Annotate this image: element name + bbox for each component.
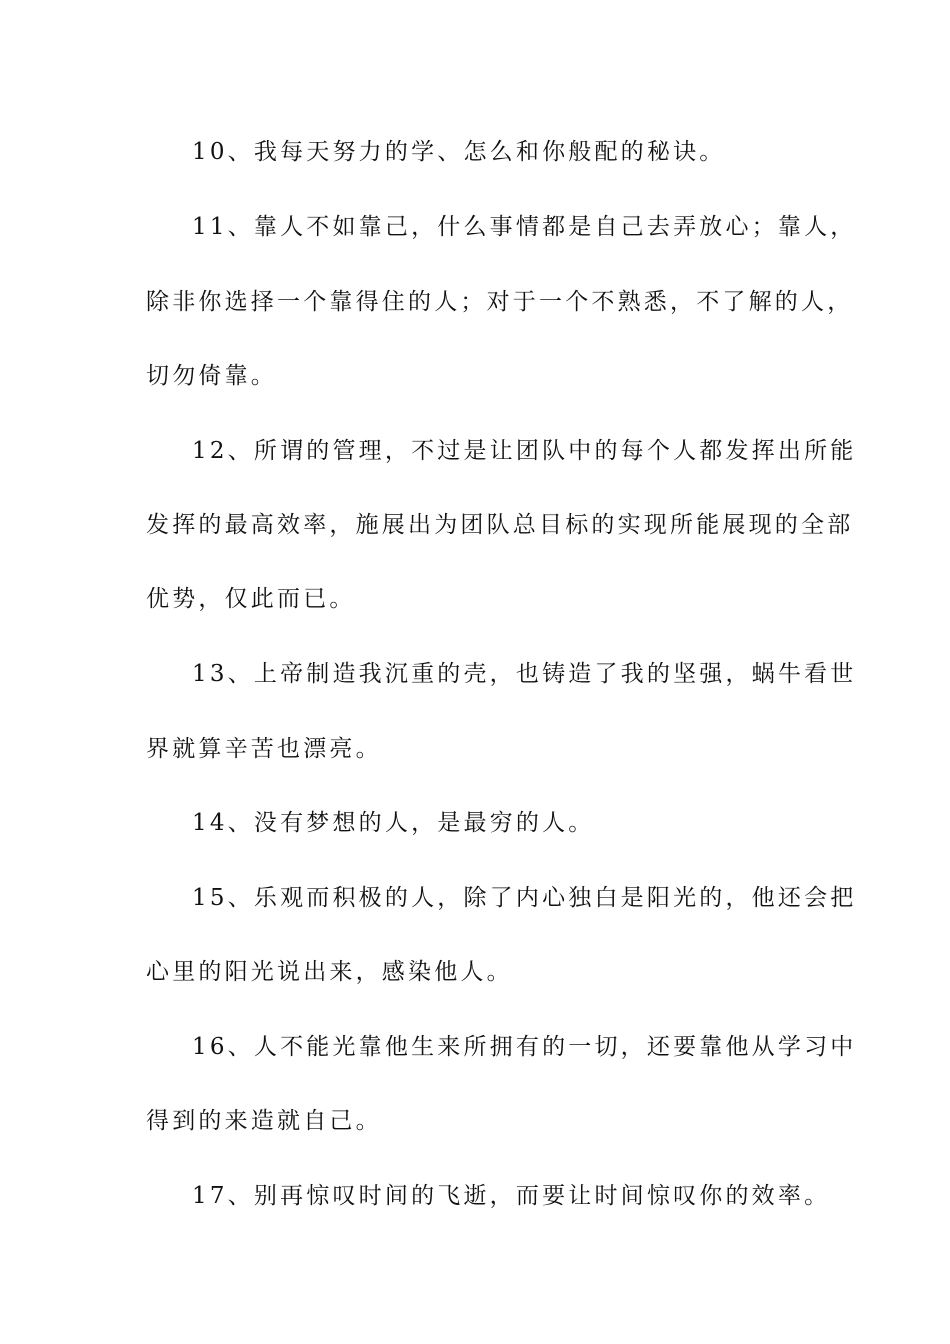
text-line: 除非你选择一个靠得住的人；对于一个不熟悉，不了解的人， bbox=[146, 289, 854, 315]
text-line: 11、靠人不如靠己，什么事情都是自己去弄放心；靠人， bbox=[192, 214, 857, 240]
text-line: 得到的来造就自己。 bbox=[146, 1108, 382, 1134]
text-line: 13、上帝制造我沉重的壳，也铸造了我的坚强，蜗牛看世 bbox=[192, 661, 857, 687]
text-line: 发挥的最高效率，施展出为团队总目标的实现所能展现的全部 bbox=[146, 512, 854, 538]
text-line: 优势，仅此而已。 bbox=[146, 586, 356, 612]
text-line: 16、人不能光靠他生来所拥有的一切，还要靠他从学习中 bbox=[192, 1034, 857, 1060]
text-line: 17、别再惊叹时间的飞逝，而要让时间惊叹你的效率。 bbox=[192, 1183, 831, 1209]
text-line: 15、乐观而积极的人，除了内心独白是阳光的，他还会把 bbox=[192, 885, 857, 911]
text-line: 心里的阳光说出来，感染他人。 bbox=[146, 959, 513, 985]
text-line: 14、没有梦想的人，是最穷的人。 bbox=[192, 810, 595, 836]
text-line: 10、我每天努力的学、怎么和你般配的秘诀。 bbox=[192, 139, 726, 165]
text-line: 界就算辛苦也漂亮。 bbox=[146, 736, 382, 762]
text-line: 12、所谓的管理，不过是让团队中的每个人都发挥出所能 bbox=[192, 438, 857, 464]
text-line: 切勿倚靠。 bbox=[146, 363, 277, 389]
